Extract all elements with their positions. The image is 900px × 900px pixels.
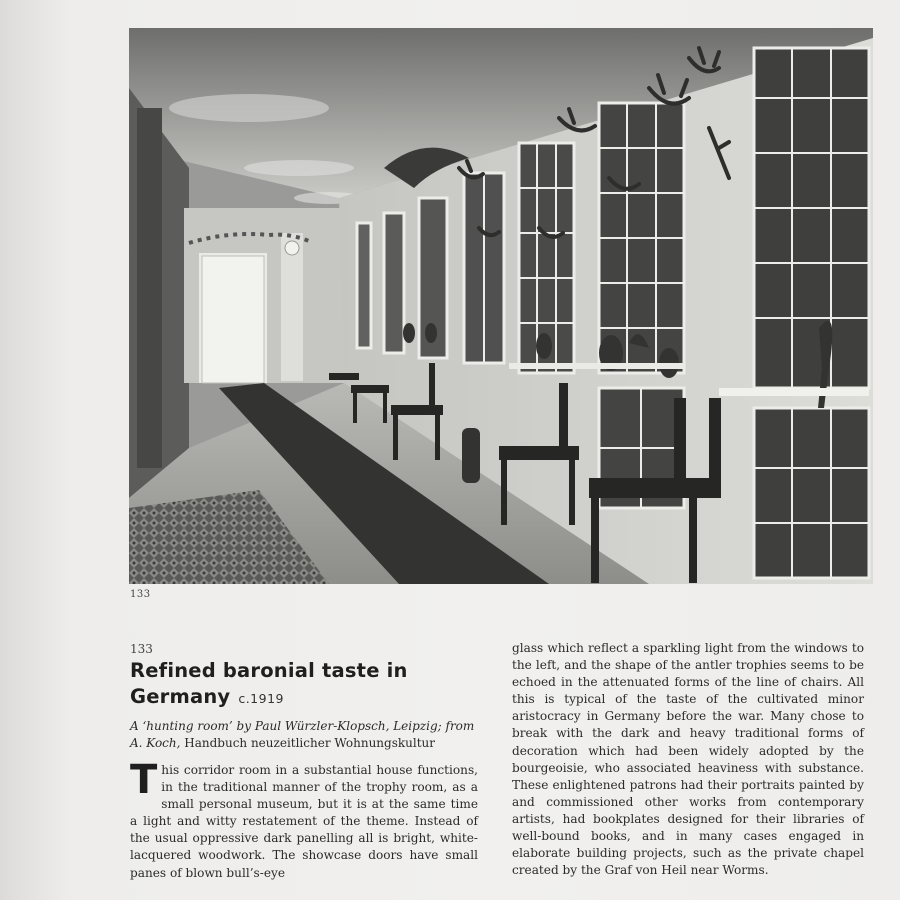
entry-title-line1: Refined baronial taste in [130, 659, 408, 682]
entry-title [130, 658, 478, 712]
entry-caption [130, 718, 478, 752]
body-text-right: glass which reflect a sparkling light from the windows to the left, and the shape of the antler trophies seems to be echoed in the attenuated forms of the line of chairs. All this is typical of the taste of the cultivated minor aristocracy in Germany before the war. Many chose to break with the dark and heavy traditional forms of decoration which had been widely adopted by the bourgeoisie, who associated heaviness with substance. These enlightened patrons had their portraits painted by and commissioned other works from contemporary artists, had bookplates designed for their libraries of well-bound books, and in many cases engaged in elaborate building projects, such as the private chapel created by the Graf von Heil near Worms. [512, 641, 864, 878]
corridor-photograph [129, 28, 873, 584]
corridor-photo-illustration [129, 28, 873, 584]
entry-date: c.1919 [238, 691, 284, 706]
plate-number: 133 [130, 589, 151, 600]
body-left-paragraph: his corridor room in a substantial house functions, in the traditional manner of the trophy room, as a small personal museum, but it is at the same time a light and witty restatement of the theme. Instead of the usual oppressive dark panelling all is bright, white-lacquered woodwork. The showcase doors have small panes of blown bull’s-eye [130, 763, 478, 880]
entry-title-line2: Germany [130, 685, 231, 708]
caption-attribution: A ‘hunting room’ by Paul Würzler-Klopsch, Leipzig; from A. Koch, [130, 719, 475, 750]
entry-number: 133 [130, 642, 153, 656]
entry-left-column [130, 642, 478, 882]
caption-book-title: Handbuch neuzeitlicher Wohnungskultur [180, 736, 435, 750]
body-text-left [130, 757, 478, 882]
drop-cap: T [130, 757, 158, 803]
